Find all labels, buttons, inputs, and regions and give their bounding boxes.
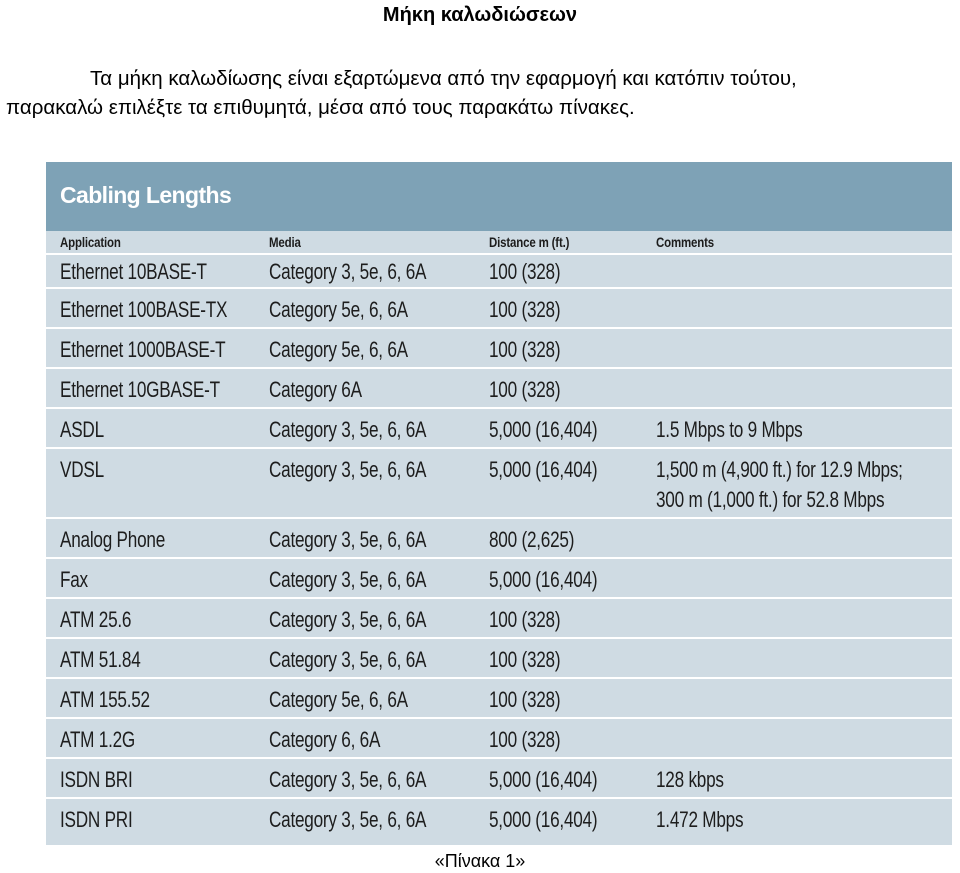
table-row	[46, 407, 952, 449]
cell-distance: 100 (328)	[489, 337, 561, 362]
table-row	[46, 757, 952, 799]
cell-application: ISDN BRI	[60, 767, 133, 792]
table-row	[46, 287, 952, 329]
cell-distance: 100 (328)	[489, 687, 561, 712]
cell-media: Category 6A	[269, 377, 362, 402]
table-row	[46, 637, 952, 679]
cell-media: Category 6, 6A	[269, 727, 381, 752]
intro-paragraph	[6, 64, 954, 122]
cell-application: Ethernet 10BASE-T	[60, 259, 207, 284]
table-header-row	[46, 231, 952, 253]
cell-distance: 800 (2,625)	[489, 527, 575, 552]
table-row	[46, 597, 952, 639]
cell-application: Ethernet 100BASE-TX	[60, 297, 228, 322]
cell-application: ATM 51.84	[60, 647, 141, 672]
cell-comment: 1,500 m (4,900 ft.) for 12.9 Mbps;	[656, 457, 903, 482]
cell-distance: 5,000 (16,404)	[489, 807, 598, 832]
cell-media: Category 5e, 6, 6A	[269, 337, 408, 362]
table-row	[46, 327, 952, 369]
table-row	[46, 367, 952, 409]
cell-application: ATM 155.52	[60, 687, 150, 712]
header-distance: Distance m (ft.)	[489, 234, 570, 250]
cell-distance: 100 (328)	[489, 727, 561, 752]
cell-distance: 5,000 (16,404)	[489, 417, 598, 442]
cell-distance: 100 (328)	[489, 377, 561, 402]
cell-distance: 100 (328)	[489, 647, 561, 672]
cell-media: Category 3, 5e, 6, 6A	[269, 767, 427, 792]
cell-distance: 100 (328)	[489, 259, 561, 284]
table-row	[46, 517, 952, 559]
cell-comment: 1.472 Mbps	[656, 807, 744, 832]
cell-distance: 100 (328)	[489, 607, 561, 632]
cell-distance: 5,000 (16,404)	[489, 567, 598, 592]
cell-media: Category 3, 5e, 6, 6A	[269, 647, 427, 672]
cabling-lengths-table	[46, 162, 952, 845]
table-row	[46, 447, 952, 519]
cell-media: Category 3, 5e, 6, 6A	[269, 527, 427, 552]
cell-media: Category 3, 5e, 6, 6A	[269, 457, 427, 482]
page-title: Μήκη καλωδιώσεων	[382, 4, 578, 26]
cell-media: Category 5e, 6, 6A	[269, 297, 408, 322]
cell-application: ASDL	[60, 417, 104, 442]
table-caption: «Πίνακα 1»	[434, 851, 526, 871]
cell-media: Category 3, 5e, 6, 6A	[269, 807, 427, 832]
cell-media: Category 3, 5e, 6, 6A	[269, 607, 427, 632]
header-media: Media	[269, 234, 301, 250]
cell-media: Category 3, 5e, 6, 6A	[269, 259, 427, 284]
cell-media: Category 3, 5e, 6, 6A	[269, 417, 427, 442]
table-row	[46, 557, 952, 599]
table-row	[46, 797, 952, 847]
cell-application: ATM 1.2G	[60, 727, 136, 752]
cell-application: Analog Phone	[60, 527, 166, 552]
intro-line-2: παρακαλώ επιλέξτε τα επιθυμητά, μέσα από τους παρακάτω πίνακες.	[6, 96, 635, 119]
header-comments: Comments	[656, 234, 715, 250]
table-title: Cabling Lengths	[60, 182, 232, 208]
cell-media: Category 3, 5e, 6, 6A	[269, 567, 427, 592]
table-row	[46, 677, 952, 719]
cell-application: ATM 25.6	[60, 607, 132, 632]
cell-distance: 100 (328)	[489, 297, 561, 322]
table-row	[46, 253, 952, 289]
cell-application: VDSL	[60, 457, 104, 482]
intro-line-1: Τα μήκη καλωδίωσης είναι εξαρτώμενα από την εφαρμογή και κατόπιν τούτου,	[90, 67, 797, 90]
cell-application: Ethernet 1000BASE-T	[60, 337, 226, 362]
cell-application: Fax	[60, 567, 88, 592]
cell-application: Ethernet 10GBASE-T	[60, 377, 220, 402]
cell-media: Category 5e, 6, 6A	[269, 687, 408, 712]
cell-application: ISDN PRI	[60, 807, 133, 832]
cell-comment: 128 kbps	[656, 767, 724, 792]
cell-comment: 1.5 Mbps to 9 Mbps	[656, 417, 803, 442]
cell-comment-line-2: 300 m (1,000 ft.) for 52.8 Mbps	[656, 487, 885, 512]
table-row	[46, 717, 952, 759]
cell-distance: 5,000 (16,404)	[489, 767, 598, 792]
header-application: Application	[60, 234, 121, 250]
cell-distance: 5,000 (16,404)	[489, 457, 598, 482]
